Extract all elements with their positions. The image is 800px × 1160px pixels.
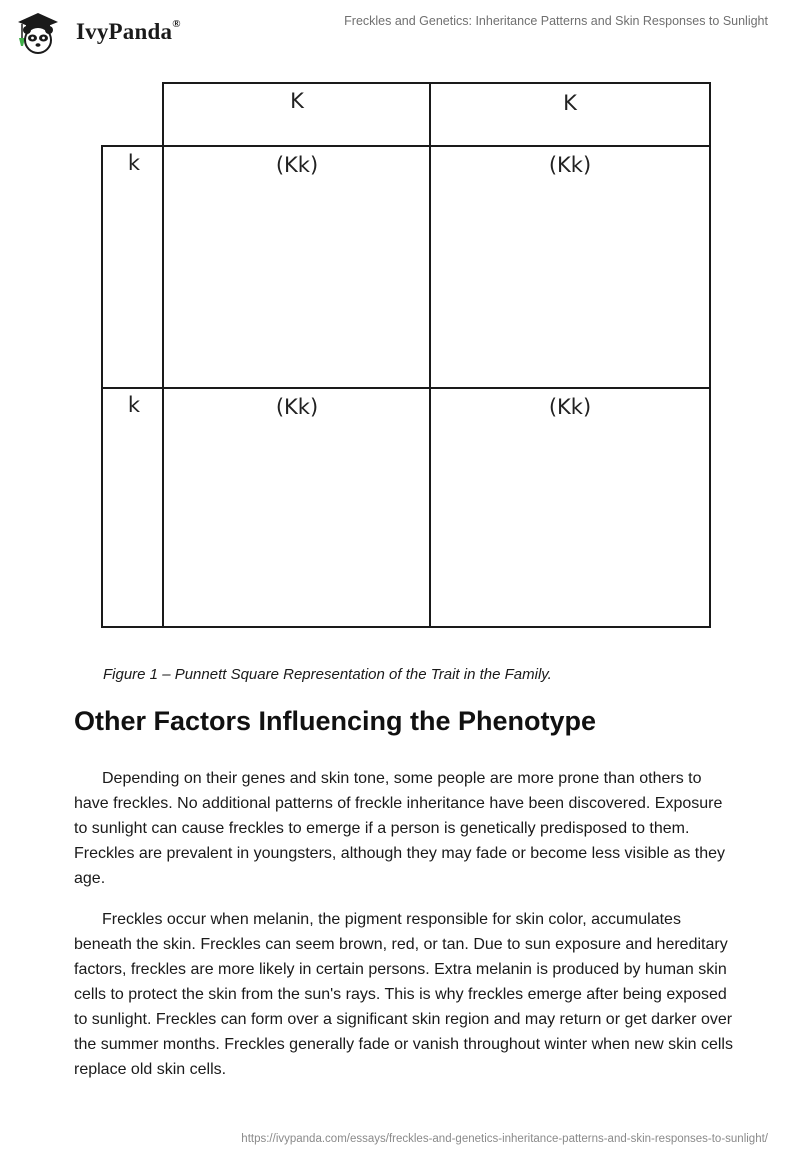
row-header-1: k	[127, 151, 141, 175]
ivypanda-logo-icon[interactable]	[14, 8, 62, 56]
column-header-2: K	[563, 91, 577, 115]
cell-r1-c1: (Kk)	[275, 153, 319, 177]
column-header-1: K	[290, 89, 304, 113]
paragraph-2: Freckles occur when melanin, the pigment responsible for skin color, accumulates beneath the skin. Freckles can seem brown, red, or tan. Due to sun exposure and hereditary factors, freckles are more likely in certain persons. Extra melanin is produced by human skin cells to protect the skin from the sun's rays. This is why freckles emerge after being exposed to sunlight. Freckles can form over a significant skin region and may return or get darker over the summer months. Freckles generally fade or vanish throughout winter when new skin cells replace old skin cells.	[74, 911, 733, 1078]
row-header-2: k	[127, 393, 141, 417]
section-heading: Other Factors Influencing the Phenotype	[74, 706, 597, 736]
paragraph-1: Depending on their genes and skin tone, some people are more prone than others to have freckles. No additional patterns of freckle inheritance have been discovered. Exposure to sunlight can cause freckles to emerge if a person is genetically predisposed to them. Freckles are prevalent in youngsters, although they may fade or become less visible as they age.	[74, 770, 725, 887]
footer-url-link[interactable]: https://ivypanda.com/essays/freckles-and-genetics-inheritance-patterns-and-skin-responses-to-sunlight/	[241, 1133, 768, 1145]
punnett-square-figure	[100, 82, 712, 630]
page-header	[0, 0, 800, 60]
cell-r1-c2: (Kk)	[548, 153, 592, 177]
figure-caption: Figure 1 – Punnett Square Representation of the Trait in the Family.	[103, 666, 552, 683]
cell-r2-c1: (Kk)	[275, 395, 319, 419]
document-title: Freckles and Genetics: Inheritance Patterns and Skin Responses to Sunlight	[344, 14, 768, 28]
cell-r2-c2: (Kk)	[548, 395, 592, 419]
brand-name[interactable]: IvyPanda®	[76, 18, 181, 44]
